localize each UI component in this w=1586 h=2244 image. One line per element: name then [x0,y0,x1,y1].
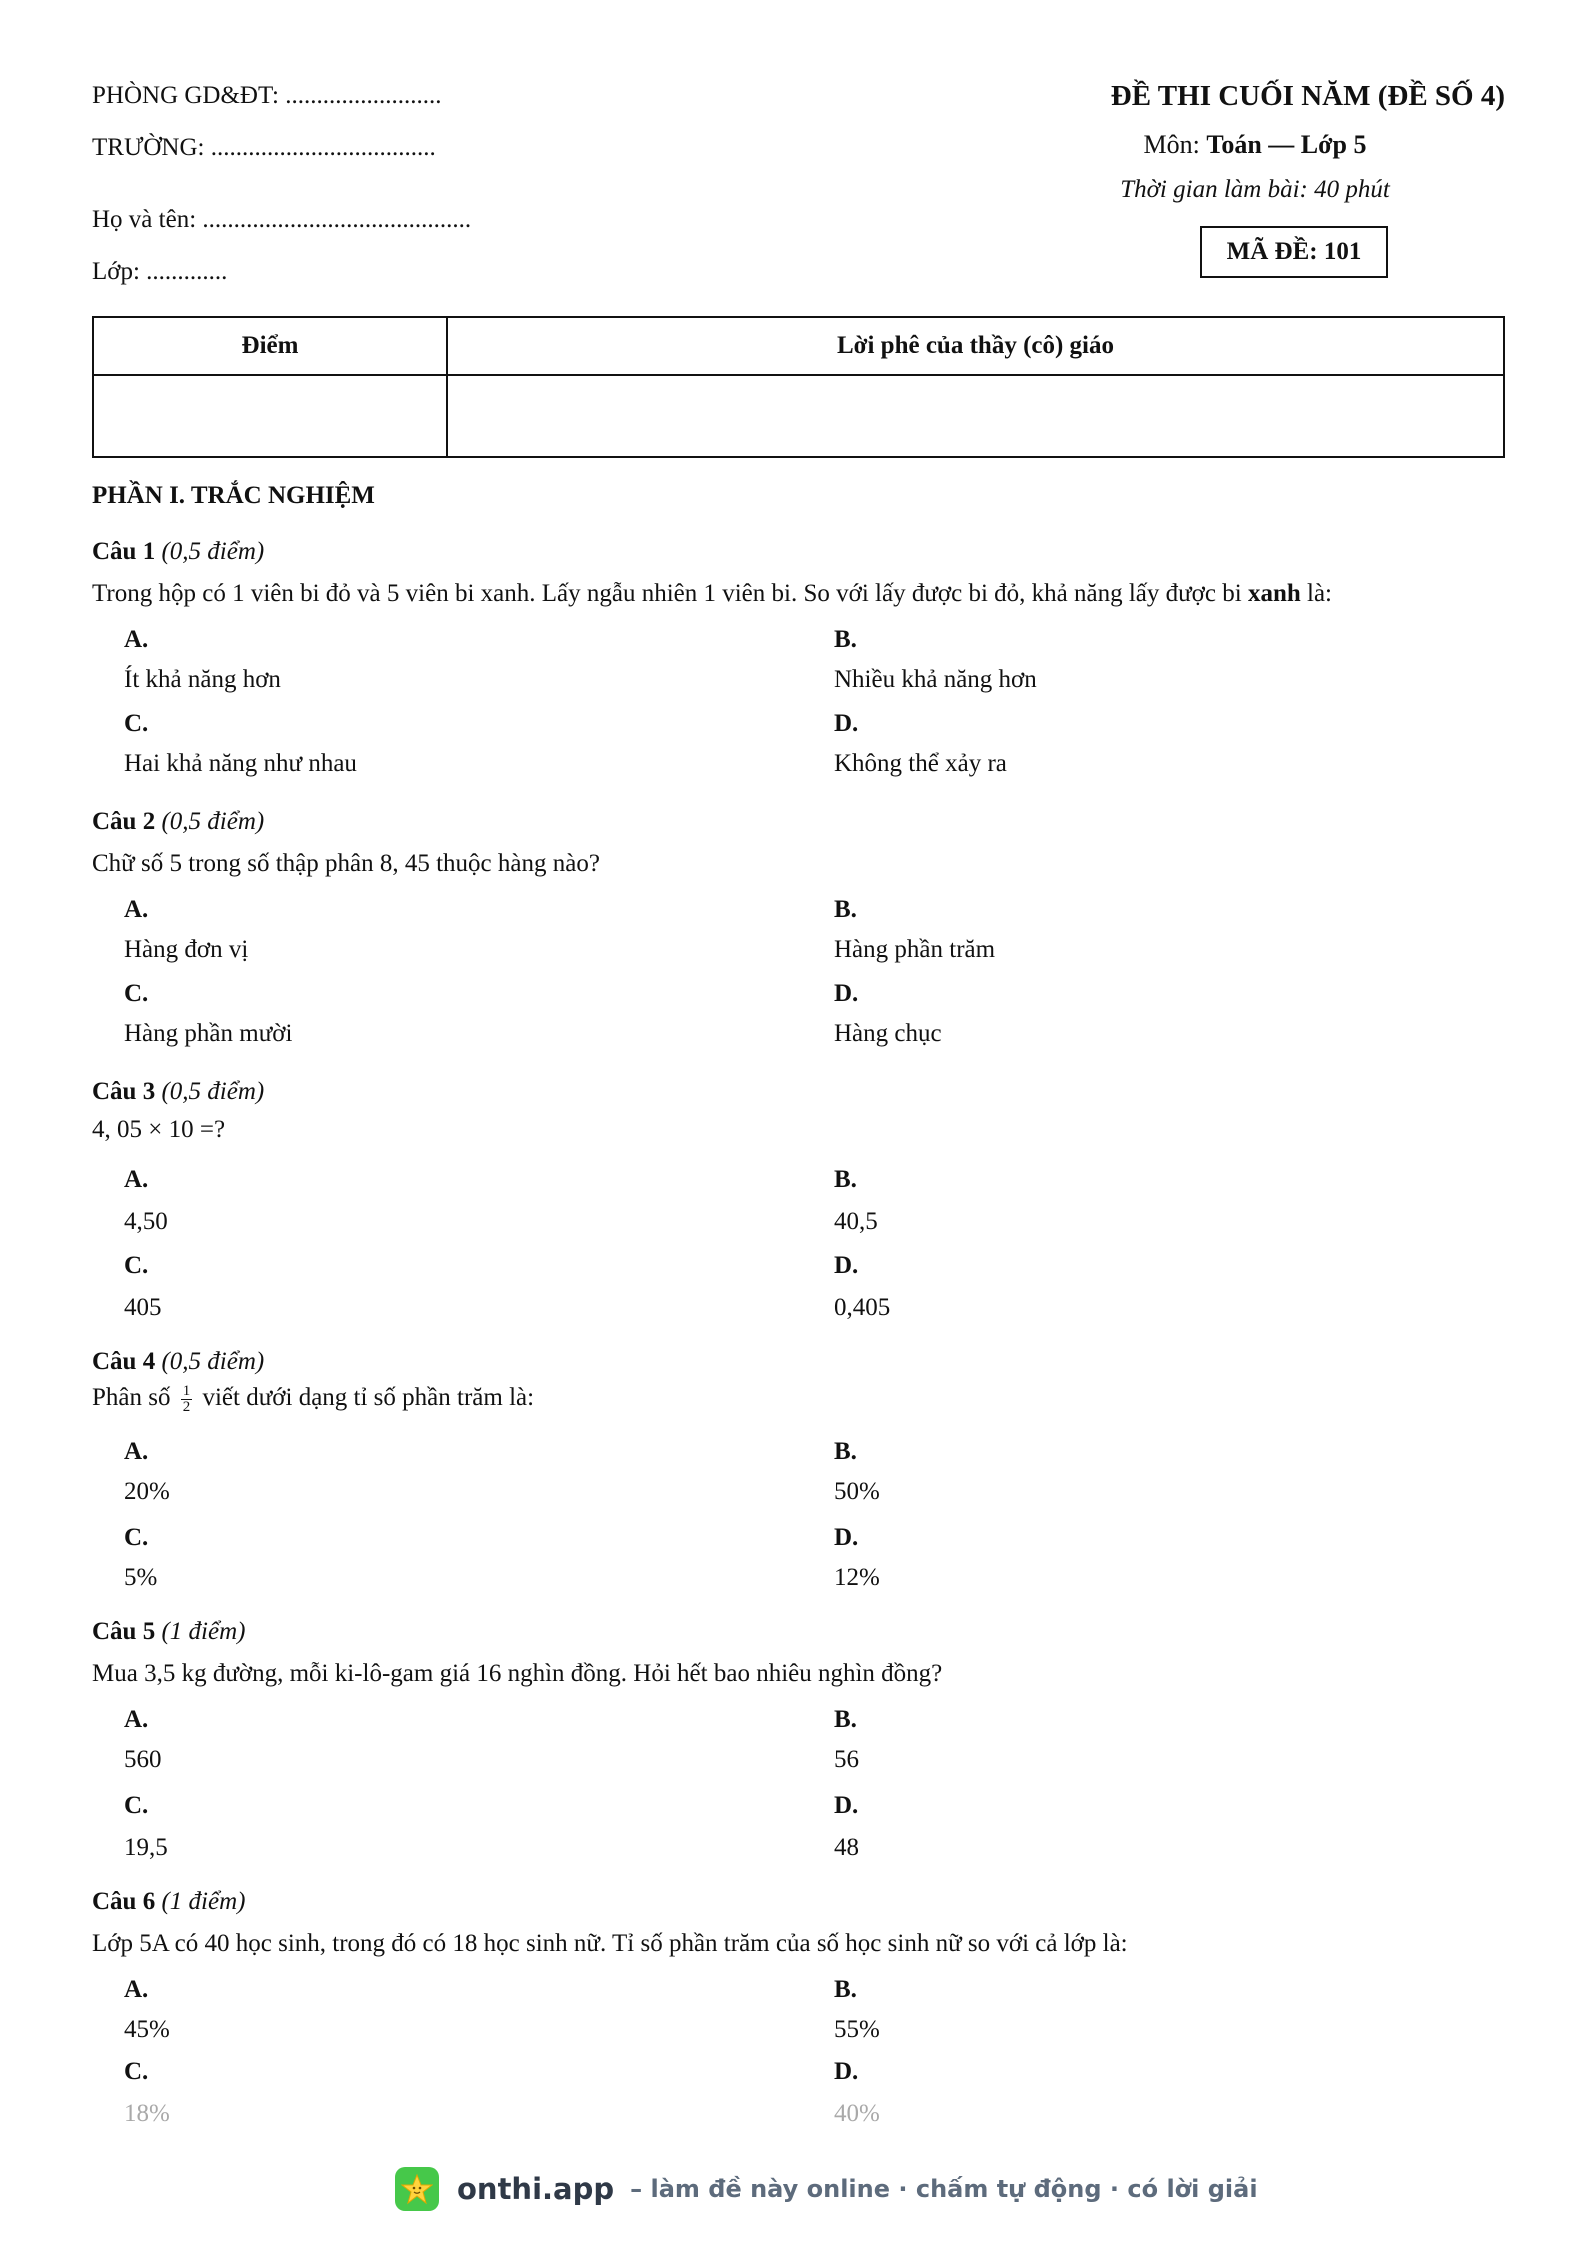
question-text-emphasis: xanh [1247,580,1301,607]
option-value: 45% [124,2016,170,2043]
option-letter: C. [124,710,149,737]
question-points: (1 điểm) [161,1888,246,1915]
exam-title: ĐỀ THI CUỐI NĂM (ĐỀ SỐ 4) [1110,80,1505,112]
exam-code-box: MÃ ĐỀ: 101 [1200,226,1388,278]
option-value: Hàng phần trăm [834,936,996,963]
option-value: 56 [834,1746,859,1773]
question-head [92,808,264,836]
question-points: (0,5 điểm) [161,1078,265,1105]
class-line: Lớp: ............. [92,258,228,285]
question-head [92,1618,245,1646]
option-value: 4,50 [124,1208,168,1235]
option-value: 48 [834,1834,859,1861]
fraction-denominator: 2 [182,1399,191,1415]
option-value: 50% [834,1478,880,1505]
question-points: (0,5 điểm) [161,538,265,565]
subject-name: Toán — Lớp 5 [1206,130,1367,159]
question-text: Lớp 5A có 40 học sinh, trong đó có 18 học sinh nữ. Tỉ số phần trăm của số học sinh nữ so với cả lớp là: [92,1930,1128,1957]
option-value: Hàng phần mười [124,1020,293,1047]
question-text: Chữ số 5 trong số thập phân 8, 45 thuộc hàng nào? [92,850,600,877]
option-letter: D. [834,1792,859,1819]
option-letter: B. [834,626,857,653]
question-head [92,1888,245,1916]
question-text-part: Trong hộp có 1 viên bi đỏ và 5 viên bi xanh. Lấy ngẫu nhiên 1 viên bi. So với lấy được bi đỏ, khả năng lấy được bi [92,580,1248,607]
question-label: Câu 5 [92,1618,156,1645]
option-value: 405 [124,1294,162,1321]
question-head [92,1348,264,1376]
school-line: TRƯỜNG: .................................... [92,134,436,161]
score-table [92,316,1505,458]
fraction-numerator: 1 [182,1383,191,1399]
option-value: 40% [834,2100,880,2127]
question-text: Mua 3,5 kg đường, mỗi ki-lô-gam giá 16 nghìn đồng. Hỏi hết bao nhiêu nghìn đồng? [92,1660,943,1687]
option-letter: C. [124,1524,149,1551]
comment-header: Lời phê của thầy (cô) giáo [447,317,1504,375]
option-value: 20% [124,1478,170,1505]
question-text-part: viết dưới dạng tỉ số phần trăm là: [196,1384,535,1412]
question-text-part: là: [1300,580,1333,607]
name-line: Họ và tên: ........................................... [92,206,472,233]
question-label: Câu 4 [92,1348,156,1375]
question-label: Câu 3 [92,1078,156,1105]
option-value: Không thể xảy ra [834,750,1007,777]
comment-cell [447,375,1504,457]
question-text [92,1384,534,1415]
question-points: (0,5 điểm) [161,1348,265,1375]
option-letter: D. [834,1524,859,1551]
option-value: 40,5 [834,1208,878,1235]
option-value: 5% [124,1564,158,1591]
promo-banner[interactable] [0,2164,1586,2214]
exam-page [92,0,1505,2244]
option-letter: A. [124,1166,149,1193]
score-cell [93,375,447,457]
office-line: PHÒNG GD&ĐT: ......................... [92,82,442,109]
banner-tagline: – làm đề này online · chấm tự động · có lời giải [630,2175,1258,2203]
option-value: 55% [834,2016,880,2043]
question-text: 4, 05 × 10 =? [92,1116,226,1143]
question-head [92,538,264,566]
option-letter: C. [124,1252,149,1279]
option-letter: B. [834,1438,857,1465]
score-header: Điểm [93,317,447,375]
option-value: 0,405 [834,1294,891,1321]
option-value: Hai khả năng như nhau [124,750,357,777]
option-value: 19,5 [124,1834,168,1861]
option-letter: D. [834,2058,859,2085]
subject-prefix: Môn: [1143,130,1207,159]
question-text [92,580,1332,608]
question-label: Câu 2 [92,808,156,835]
option-letter: A. [124,1438,149,1465]
promo-banner-content[interactable] [395,2164,1258,2214]
question-label: Câu 1 [92,538,156,565]
question-points: (0,5 điểm) [161,808,265,835]
option-letter: D. [834,1252,859,1279]
option-letter: A. [124,1976,149,2003]
option-letter: B. [834,1706,857,1733]
option-letter: D. [834,710,859,737]
option-letter: A. [124,1706,149,1733]
option-value: 12% [834,1564,880,1591]
question-points: (1 điểm) [161,1618,246,1645]
option-letter: C. [124,2058,149,2085]
option-letter: B. [834,1166,857,1193]
duration-line: Thời gian làm bài: 40 phút [1120,176,1390,203]
question-head [92,1078,264,1106]
option-value: Hàng chục [834,1020,942,1047]
option-letter: D. [834,980,859,1007]
option-value: Nhiều khả năng hơn [834,666,1037,693]
fraction [181,1384,193,1415]
option-letter: A. [124,626,149,653]
question-label: Câu 6 [92,1888,156,1915]
option-letter: C. [124,980,149,1007]
subject-line [945,130,1505,160]
option-value: Ít khả năng hơn [124,666,281,693]
option-letter: B. [834,896,857,923]
star-icon [395,2167,439,2211]
option-value: Hàng đơn vị [124,936,249,963]
question-text-part: Phân số [92,1384,177,1412]
option-letter: B. [834,1976,857,2003]
section-title: PHẦN I. TRẮC NGHIỆM [92,482,375,509]
option-letter: C. [124,1792,149,1819]
option-letter: A. [124,896,149,923]
option-value: 18% [124,2100,170,2127]
brand-name[interactable]: onthi.app [457,2172,615,2206]
option-value: 560 [124,1746,162,1773]
